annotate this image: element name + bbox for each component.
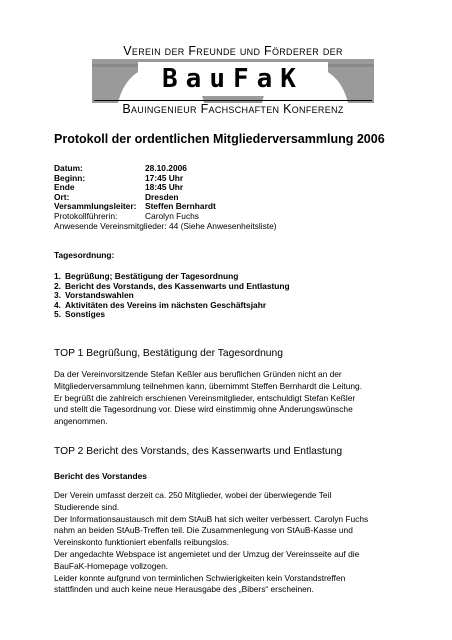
logo-top-text: Verein der Freunde und Förderer der (123, 44, 343, 58)
top1-heading: TOP 1 Begrüßung, Bestätigung der Tagesordnung (54, 348, 283, 359)
meta-row-recorder: Protokollführerin: Carolyn Fuchs (54, 210, 199, 221)
meta-row-chair: Versammlungsleiter: Steffen Bernhardt (54, 201, 216, 212)
meta-row-date: Datum: 28.10.2006 (54, 163, 187, 173)
meta-row-location: Ort: Dresden (54, 191, 179, 202)
top2-paragraph: Der Verein umfasst derzeit ca. 250 Mitglieder, wobei der überwiegende Teil Studierende sind. Der Informationsaustausch mit dem StAuB hat sich weiter verbessert. Carolyn Fuchs nahm an beiden StAuB-Treffen teil. Die Zusammenlegung von StAuB-Kasse und Vereinskonto funktioniert ebenfalls reibungslos. Der angedachte Webspace ist angemietet und der Umzug der Vereinsseite auf die BauFaK-Homepage vollzogen. Leider konnte aufgrund von terminlichen Schwierigkeiten kein Vorstandstreffen stattfinden und auch keine neue Herausgabe des „Bibers“ erscheinen. (54, 490, 369, 595)
agenda-item: 1. Begrüßung; Bestätigung der Tagesordnung (54, 271, 239, 281)
logo-rule-bottom (94, 100, 372, 101)
meta-row-end: Ende 18:45 Uhr (54, 182, 184, 193)
agenda-item: 4. Aktivitäten des Vereins im nächsten Geschäftsjahr (54, 299, 267, 310)
agenda-title: Tagesordnung: (54, 250, 115, 260)
agenda-item: 2. Bericht des Vorstands, des Kassenwarts und Entlastung (54, 280, 290, 291)
baufak-logo (92, 44, 374, 120)
logo-brand: BauFaK (138, 62, 328, 96)
agenda-item: 3. Vorstandswahlen (54, 290, 134, 301)
agenda-list (54, 272, 290, 320)
document-title: Protokoll der ordentlichen Mitgliederversammlung 2006 (54, 132, 385, 146)
top2-heading: TOP 2 Bericht des Vorstands, des Kassenwarts und Entlastung (54, 446, 343, 457)
logo-bottom-text: Bauingenieur Fachschaften Konferenz (122, 102, 344, 116)
meeting-details (54, 164, 277, 231)
agenda-item: 5. Sonstiges (54, 309, 106, 320)
meta-row-start: Beginn: 17:45 Uhr (54, 172, 184, 183)
top2-subheading: Bericht des Vorstandes (54, 471, 147, 481)
attendees-line: Anwesende Vereinsmitglieder: 44 (Siehe Anwesenheitsliste) (54, 220, 277, 231)
top1-paragraph: Da der Vereinvorsitzende Stefan Keßler aus beruflichen Gründen nicht an der Mitgliederversammlung teilnehmen kann, übernimmt Steffen Bernhardt die Leitung. Er begrüßt die zahlreich erschienen Vereinsmitglieder, entschuldigt Stefan Keßler und stellt die Tagesordnung vor. Diese wird einstimmig ohne Änderungswünsche angenommen. (54, 369, 363, 427)
